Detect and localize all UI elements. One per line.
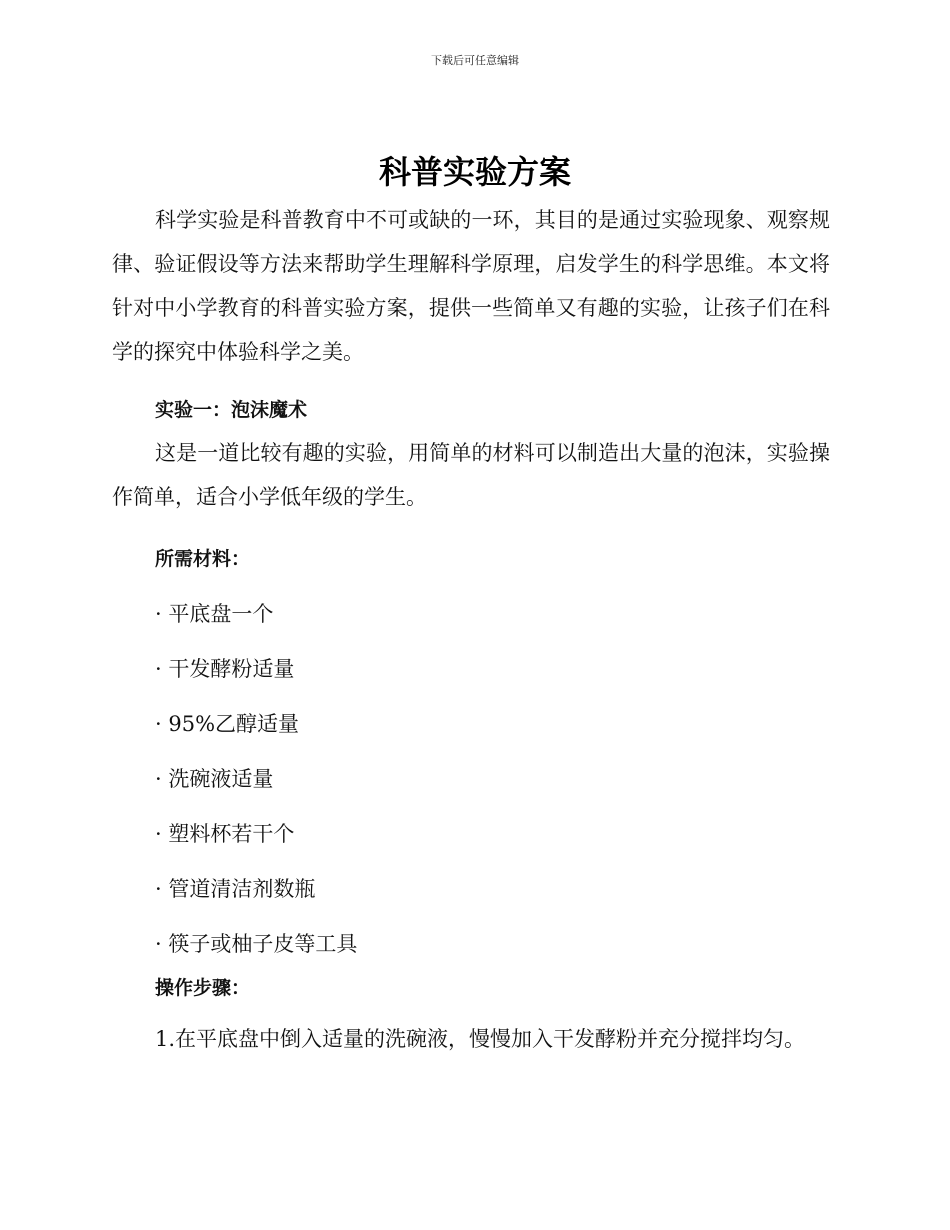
experiment-heading: 实验一：泡沫魔术 xyxy=(155,399,308,421)
step-item: 1.在平底盘中倒入适量的洗碗液，慢慢加入干发酵粉并充分搅拌均匀。 xyxy=(155,1027,806,1051)
page-title: 科普实验方案 xyxy=(378,153,571,191)
experiment-description: 这是一道比较有趣的实验，用简单的材料可以制造出大量的泡沫，实验操作简单，适合小学低年级的学生。 xyxy=(112,441,830,509)
list-item: · 平底盘一个 xyxy=(155,602,274,626)
intro-paragraph: 科学实验是科普教育中不可或缺的一环，其目的是通过实验现象、观察规律、验证假设等方法来帮助学生理解科学原理，启发学生的科学思维。本文将针对中小学教育的科普实验方案，提供一些简单又有趣的实验，让孩子们在科学的探究中体验科学之美。 xyxy=(112,208,830,364)
header-note: 下载后可任意编辑 xyxy=(431,54,519,67)
materials-list xyxy=(112,599,830,959)
materials-heading: 所需材料： xyxy=(155,548,251,570)
list-item: · 管道清洁剂数瓶 xyxy=(155,877,316,901)
steps-heading: 操作步骤： xyxy=(155,977,251,999)
list-item: · 筷子或柚子皮等工具 xyxy=(155,932,358,956)
list-item: · 干发酵粉适量 xyxy=(155,657,295,681)
list-item: · 洗碗液适量 xyxy=(155,767,274,791)
document-body xyxy=(112,198,830,1054)
list-item: · 95%乙醇适量 xyxy=(155,712,300,736)
list-item: · 塑料杯若干个 xyxy=(155,822,295,846)
